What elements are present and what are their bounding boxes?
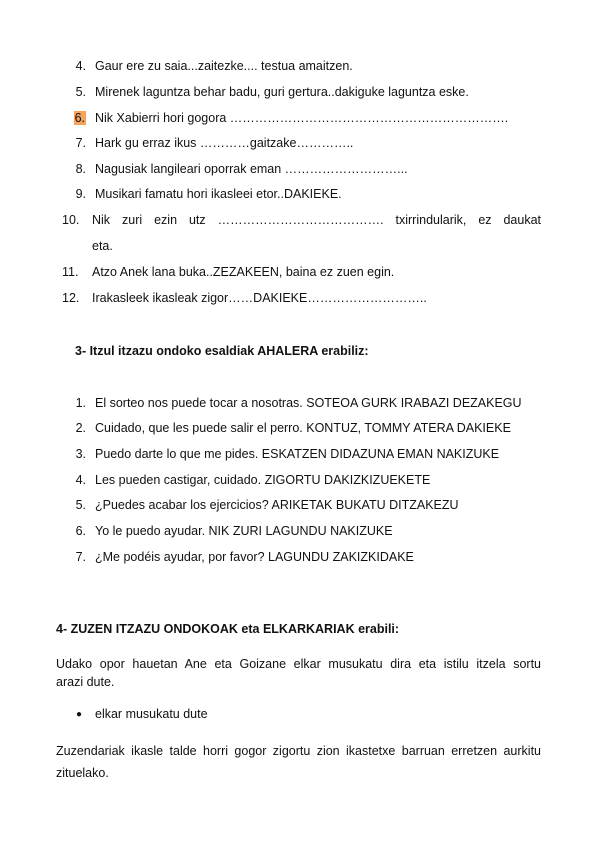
item-text: ¿Puedes acabar los ejercicios? ARIKETAK BUKATU DITZAKEZU (95, 498, 459, 512)
highlight-mark: 6. (74, 111, 85, 125)
section-heading: 4- ZUZEN ITZAZU ONDOKOAK eta ELKARKARIAK erabili: (56, 622, 400, 636)
item-number: 5. (75, 498, 86, 512)
item-number-highlighted (56, 110, 86, 126)
item-text: eta. (92, 239, 113, 253)
item-number: 2. (75, 421, 86, 435)
item-text: Nik Xabierri hori gogora …………………………………………………………. (95, 111, 509, 125)
item-number: 6. (75, 524, 86, 538)
item-number: 10. (62, 213, 80, 227)
paragraph-line: Udako opor hauetan Ane eta Goizane elkar musukatu dira eta istilu itzela sortu (56, 657, 541, 671)
item-text: Musikari famatu hori ikasleei etor..DAKIEKE. (95, 187, 342, 201)
item-text: Nagusiak langileari oporrak eman ………………………... (95, 162, 408, 176)
bullet-text: elkar musukatu dute (95, 707, 208, 721)
item-number: 5. (75, 85, 86, 99)
item-text: Cuidado, que les puede salir el perro. KONTUZ, TOMMY ATERA DAKIEKE (95, 421, 511, 435)
item-number: 8. (75, 162, 86, 176)
item-text: El sorteo nos puede tocar a nosotras. SOTEOA GURK IRABAZI DEZAKEGU (95, 396, 522, 410)
section-heading: 3- Itzul itzazu ondoko esaldiak AHALERA erabiliz: (75, 344, 369, 358)
bullet-icon: ● (76, 709, 83, 720)
item-text: Les pueden castigar, cuidado. ZIGORTU DAKIZKIZUEKETE (95, 473, 431, 487)
item-number: 9. (75, 187, 86, 201)
item-number: 11. (62, 265, 79, 279)
item-text: Yo le puedo ayudar. NIK ZURI LAGUNDU NAKIZUKE (95, 524, 393, 538)
item-text: Hark gu erraz ikus …………gaitzake………….. (95, 136, 354, 150)
item-number: 4. (75, 473, 86, 487)
item-text: Gaur ere zu saia...zaitezke.... testua amaitzen. (95, 59, 353, 73)
item-text: Irakasleek ikasleak zigor……DAKIEKE……………………….. (92, 291, 427, 305)
item-number: 3. (75, 447, 86, 461)
item-text: Nik zuri ezin utz …………………………………. txirrindularik, ez daukat (92, 213, 541, 227)
item-number: 7. (75, 550, 86, 564)
paragraph-line: arazi dute. (56, 675, 115, 689)
paragraph-line: Zuzendariak ikasle talde horri gogor zigortu zion ikastetxe barruan erretzen aurkitu (56, 744, 541, 758)
paragraph-line: zituelako. (56, 766, 109, 780)
item-number: 7. (75, 136, 86, 150)
item-number: 4. (75, 59, 86, 73)
item-number: 1. (75, 396, 86, 410)
item-text: Mirenek laguntza behar badu, guri gertura..dakiguke laguntza eske. (95, 85, 469, 99)
item-text: ¿Me podéis ayudar, por favor? LAGUNDU ZAKIZKIDAKE (95, 550, 414, 564)
item-number: 12. (62, 291, 80, 305)
item-text: Puedo darte lo que me pides. ESKATZEN DIDAZUNA EMAN NAKIZUKE (95, 447, 500, 461)
item-text: Atzo Anek lana buka..ZEZAKEEN, baina ez zuen egin. (92, 265, 395, 279)
